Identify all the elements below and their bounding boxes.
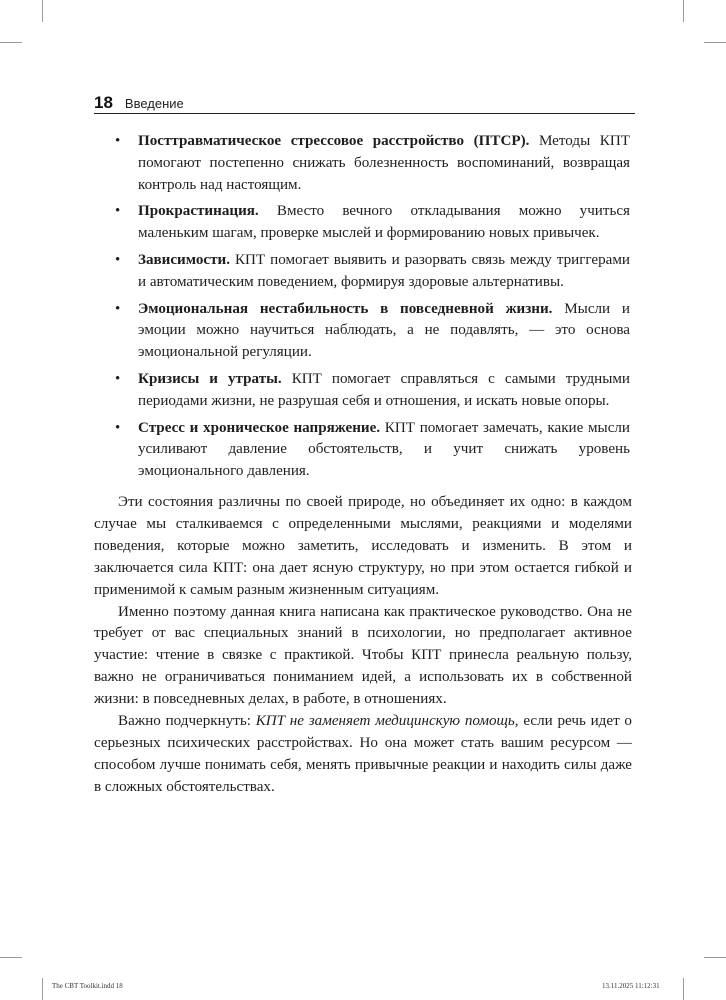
crop-mark — [0, 42, 22, 43]
list-item — [114, 299, 630, 364]
header-rule — [94, 113, 635, 114]
crop-mark — [683, 0, 684, 22]
list-item — [114, 369, 630, 413]
list-item-text: Методы КПТ помогают постепенно снижать болезненность воспоминаний, возвращая контроль над настоящим. — [138, 133, 630, 193]
paragraph: Именно поэтому данная книга написана как практическое руководство. Она не требует от вас специальных знаний в психологии, но предполагает активное участие: чтение в связке с практикой. Чтобы КПТ принесла реальную пользу, важно не ограничиваться пониманием идей, а использовать их в собственной жизни: в повседневных делах, в работе, в отношениях. — [94, 603, 632, 708]
crop-mark — [42, 0, 43, 22]
list-item-text: КПТ помогает замечать, какие мысли усиливают давление обстоятельств, и учит снижать уровень эмоционального давления. — [138, 419, 631, 480]
footer-file-name: The CBT Toolkit.indd 18 — [52, 982, 123, 990]
list-item — [114, 418, 630, 483]
paragraph-text: , если речь идет о серьезных психических расстройствах. Но она может стать вашим ресурсом — способом лучше понимать себя, менять привычные реакции и находить силы даже в сложных обстоятельствах. — [94, 713, 632, 795]
bullet-list — [114, 131, 630, 488]
page-header — [94, 93, 634, 113]
bullet-icon: • — [115, 300, 121, 317]
list-item-term: Посттравматическое стрессовое расстройство (ПТСР). — [138, 133, 530, 149]
bullet-icon: • — [115, 419, 121, 436]
body-text — [94, 492, 632, 799]
running-head: Введение — [124, 96, 184, 111]
list-item-term: Эмоциональная нестабильность в повседневной жизни. — [138, 300, 553, 317]
footer-timestamp: 13.11.2025 11:12:31 — [602, 982, 660, 990]
bullet-icon: • — [115, 203, 121, 220]
bullet-icon: • — [115, 133, 121, 149]
crop-mark — [704, 957, 726, 958]
list-item-text: КПТ помогает выявить и разорвать связь между триггерами и автоматическим поведением, формируя здоровые альтернативы. — [138, 251, 630, 290]
paragraph-text: Важно подчеркнуть: — [118, 713, 256, 730]
list-item-text: Вместо вечного откладывания можно учиться маленьким шагам, проверке мыслей и формированию новых привычек. — [138, 203, 630, 242]
paragraph — [94, 711, 632, 799]
bullet-icon: • — [115, 370, 121, 387]
page-number: 18 — [94, 93, 113, 112]
list-item-term: Кризисы и утраты. — [138, 370, 282, 387]
list-item — [114, 250, 630, 294]
list-item-text: КПТ помогает справляться с самыми трудными периодами жизни, не разрушая себя и отношения, и искать новые опоры. — [138, 370, 630, 409]
list-item-term: Прокрастинация. — [138, 203, 259, 220]
crop-mark — [704, 42, 726, 43]
list-item — [114, 201, 630, 245]
paragraph: Эти состояния различны по своей природе, но объединяет их одно: в каждом случае мы сталкиваемся с определенными мыслями, реакциями и моделями поведения, которые можно заметить, исследовать и изменить. В этом и заключается сила КПТ: она дает ясную структуру, но при этом остается гибкой и применимой к самым разным жизненным ситуациям. — [94, 494, 632, 598]
emphasis-text: КПТ не заменяет медицинскую помощь — [255, 713, 515, 730]
crop-mark — [683, 978, 684, 1000]
bullet-icon: • — [115, 251, 121, 268]
list-item-term: Стресс и хроническое напряжение. — [138, 419, 381, 436]
crop-mark — [42, 978, 43, 1000]
crop-mark — [0, 957, 22, 958]
list-item-text: Мысли и эмоции можно научиться наблюдать, а не подавлять, — это основа эмоциональной регуляции. — [138, 300, 631, 361]
list-item-term: Зависимости. — [138, 251, 230, 268]
list-item — [114, 131, 630, 196]
